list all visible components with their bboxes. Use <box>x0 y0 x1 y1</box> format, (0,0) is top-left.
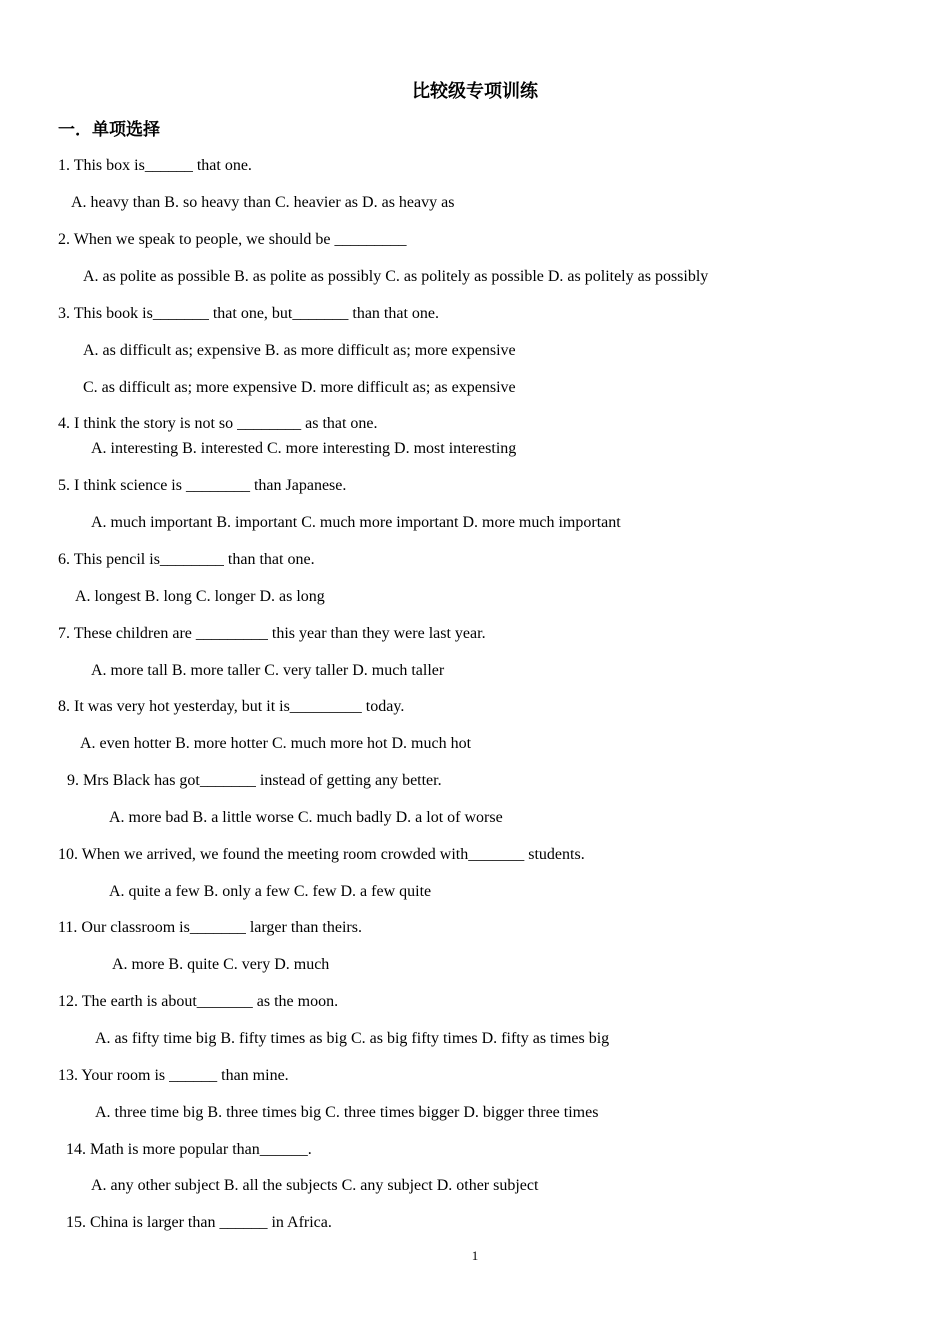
question-options-3b: C. as difficult as; more expensive D. more difficult as; as expensive <box>83 379 516 396</box>
question-stem-13: 13. Your room is ______ than mine. <box>58 1067 289 1084</box>
question-options-1: A. heavy than B. so heavy than C. heavier as D. as heavy as <box>71 194 455 211</box>
document-title: 比较级专项训练 <box>412 81 538 102</box>
question-stem-10: 10. When we arrived, we found the meeting room crowded with_______ students. <box>58 846 585 863</box>
question-options-12: A. as fifty time big B. fifty times as big C. as big fifty times D. fifty as times big <box>95 1030 610 1047</box>
question-stem-15: 15. China is larger than ______ in Africa. <box>66 1214 332 1231</box>
question-stem-12: 12. The earth is about_______ as the moon. <box>58 993 339 1010</box>
question-stem-9: 9. Mrs Black has got_______ instead of getting any better. <box>67 772 442 789</box>
question-stem-6: 6. This pencil is________ than that one. <box>58 551 315 568</box>
question-stem-5: 5. I think science is ________ than Japanese. <box>58 477 347 494</box>
page-number: 1 <box>471 1248 479 1263</box>
question-stem-11: 11. Our classroom is_______ larger than theirs. <box>58 919 362 936</box>
question-stem-1: 1. This box is______ that one. <box>58 157 252 174</box>
question-options-3a: A. as difficult as; expensive B. as more difficult as; more expensive <box>83 342 516 359</box>
question-stem-3: 3. This book is_______ that one, but_______ than that one. <box>58 305 440 322</box>
question-options-6: A. longest B. long C. longer D. as long <box>75 588 325 605</box>
question-stem-2: 2. When we speak to people, we should be _________ <box>58 231 407 248</box>
question-stem-8: 8. It was very hot yesterday, but it is_________ today. <box>58 698 405 715</box>
question-stem-14: 14. Math is more popular than______. <box>66 1141 312 1158</box>
question-options-14: A. any other subject B. all the subjects C. any subject D. other subject <box>91 1177 539 1194</box>
question-options-8: A. even hotter B. more hotter C. much more hot D. much hot <box>80 735 472 752</box>
question-options-7: A. more tall B. more taller C. very taller D. much taller <box>91 662 445 679</box>
section-heading: 一．单项选择 <box>58 120 160 140</box>
question-options-11: A. more B. quite C. very D. much <box>112 956 330 973</box>
question-options-2: A. as polite as possible B. as polite as possibly C. as politely as possible D. as politely as possibly <box>83 268 709 285</box>
question-options-13: A. three time big B. three times big C. three times bigger D. bigger three times <box>95 1104 599 1121</box>
question-stem-7: 7. These children are _________ this year than they were last year. <box>58 625 486 642</box>
question-options-4: A. interesting B. interested C. more interesting D. most interesting <box>91 440 517 457</box>
question-stem-4: 4. I think the story is not so ________ as that one. <box>58 415 378 432</box>
question-options-5: A. much important B. important C. much more important D. more much important <box>91 514 621 531</box>
question-options-9: A. more bad B. a little worse C. much badly D. a lot of worse <box>109 809 503 826</box>
question-options-10: A. quite a few B. only a few C. few D. a few quite <box>109 883 432 900</box>
